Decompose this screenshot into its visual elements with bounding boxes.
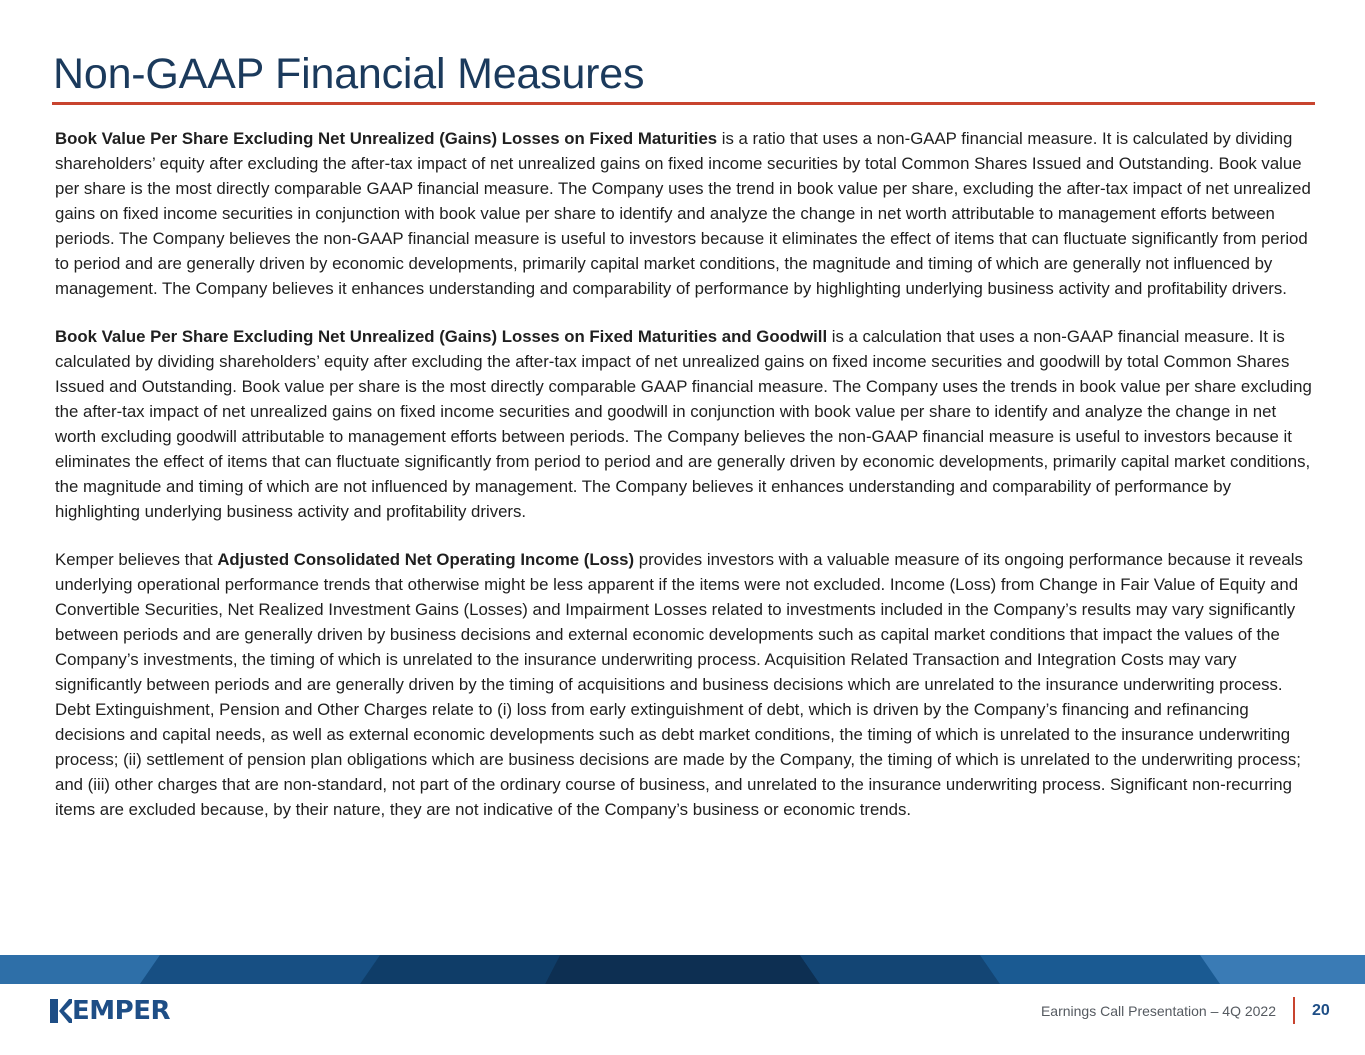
page-number: 20 — [1312, 1002, 1330, 1019]
page-title: Non-GAAP Financial Measures — [53, 50, 645, 98]
band-segment-right — [1200, 955, 1365, 984]
paragraph-term: Book Value Per Share Excluding Net Unrealized (Gains) Losses on Fixed Maturities — [55, 129, 718, 148]
band-segment-center — [545, 955, 820, 984]
paragraph-text: is a calculation that uses a non-GAAP financial measure. It is calculated by dividing shareholders’ equity after excluding the after-tax impact of net unrealized gains on fixed income securities and goodwill by total Common Shares Issued and Outstanding. Book value per share is the most directly comparable GAAP financial measure. The Company uses the trends in book value per share excluding the after-tax impact of net unrealized gains on fixed income securities and goodwill in conjunction with book value per share to identify and analyze the change in net worth excluding goodwill attributable to management efforts between periods. The Company believes the non-GAAP financial measure is useful to investors because it eliminates the effect of items that can fluctuate significantly from period to period and are generally driven by economic developments, primarily capital market conditions, the magnitude and timing of which are not influenced by management. The Company believes it enhances understanding and comparability of performance by highlighting underlying business activity and profitability drivers. — [55, 327, 1312, 521]
kemper-k-icon — [50, 999, 72, 1023]
band-segment-3 — [360, 955, 560, 984]
band-graphic — [0, 955, 1365, 984]
footer-divider — [1293, 997, 1295, 1024]
footer-caption: Earnings Call Presentation – 4Q 2022 — [1040, 1003, 1276, 1019]
footer-decorative-band — [0, 955, 1365, 984]
band-segment-5 — [800, 955, 1000, 984]
band-segment-6 — [980, 955, 1220, 984]
paragraph-term: Adjusted Consolidated Net Operating Income (Loss) — [217, 550, 635, 569]
kemper-logo — [50, 996, 170, 1026]
band-segment-left — [0, 955, 160, 984]
paragraph-text: is a ratio that uses a non-GAAP financial measure. It is calculated by dividing shareholders’ equity after excluding the after-tax impact of net unrealized gains on fixed income securities by total Common Shares Issued and Outstanding. Book value per share is the most directly comparable GAAP financial measure. The Company uses the trend in book value per share, excluding the after-tax impact of net unrealized gains on fixed income securities in conjunction with book value per share to identify and analyze the change in net worth attributable to management efforts between periods. The Company believes the non-GAAP financial measure is useful to investors because it eliminates the effect of items that can fluctuate significantly from period to period and are generally driven by economic developments, primarily capital market conditions, the magnitude and timing of which are generally not influenced by management. The Company believes it enhances understanding and comparability of performance by highlighting underlying business activity and profitability drivers. — [55, 129, 1311, 298]
logo-wordmark: EMPER — [72, 996, 170, 1026]
paragraph-term: Book Value Per Share Excluding Net Unrealized (Gains) Losses on Fixed Maturities and Goodwill — [55, 327, 828, 346]
paragraph-lead: Kemper believes that — [55, 550, 218, 569]
paragraph-book-value-goodwill — [55, 324, 1317, 524]
paragraph-text: provides investors with a valuable measure of its ongoing performance because it reveals underlying operational performance trends that otherwise might be less apparent if the items were not excluded. Income (Loss) from Change in Fair Value of Equity and Convertible Securities, Net Realized Investment Gains (Losses) and Impairment Losses related to investments included in the Company’s results may vary significantly between periods and are generally driven by business decisions and external economic developments such as capital market conditions that impact the values of the Company’s investments, the timing of which is unrelated to the insurance underwriting process. Acquisition Related Transaction and Integration Costs may vary significantly between periods and are generally driven by the timing of acquisitions and business decisions which are unrelated to the insurance underwriting process. Debt Extinguishment, Pension and Other Charges relate to (i) loss from early extinguishment of debt, which is driven by the Company’s financing and refinancing decisions and capital needs, as well as external economic developments such as debt market conditions, the timing of which is unrelated to the insurance underwriting process; (ii) settlement of pension plan obligations which are business decisions are made by the Company, the timing of which is unrelated to the underwriting process; and (iii) other charges that are non-standard, not part of the ordinary course of business, and unrelated to the insurance underwriting process. Significant non-recurring items are excluded because, by their nature, they are not indicative of the Company’s business or economic trends. — [55, 550, 1303, 819]
paragraph-adjusted-net-operating-income — [55, 547, 1317, 822]
content-body — [55, 126, 1317, 845]
paragraph-book-value-fixed-maturities — [55, 126, 1317, 301]
title-underline — [52, 102, 1315, 105]
band-segment-2 — [140, 955, 380, 984]
